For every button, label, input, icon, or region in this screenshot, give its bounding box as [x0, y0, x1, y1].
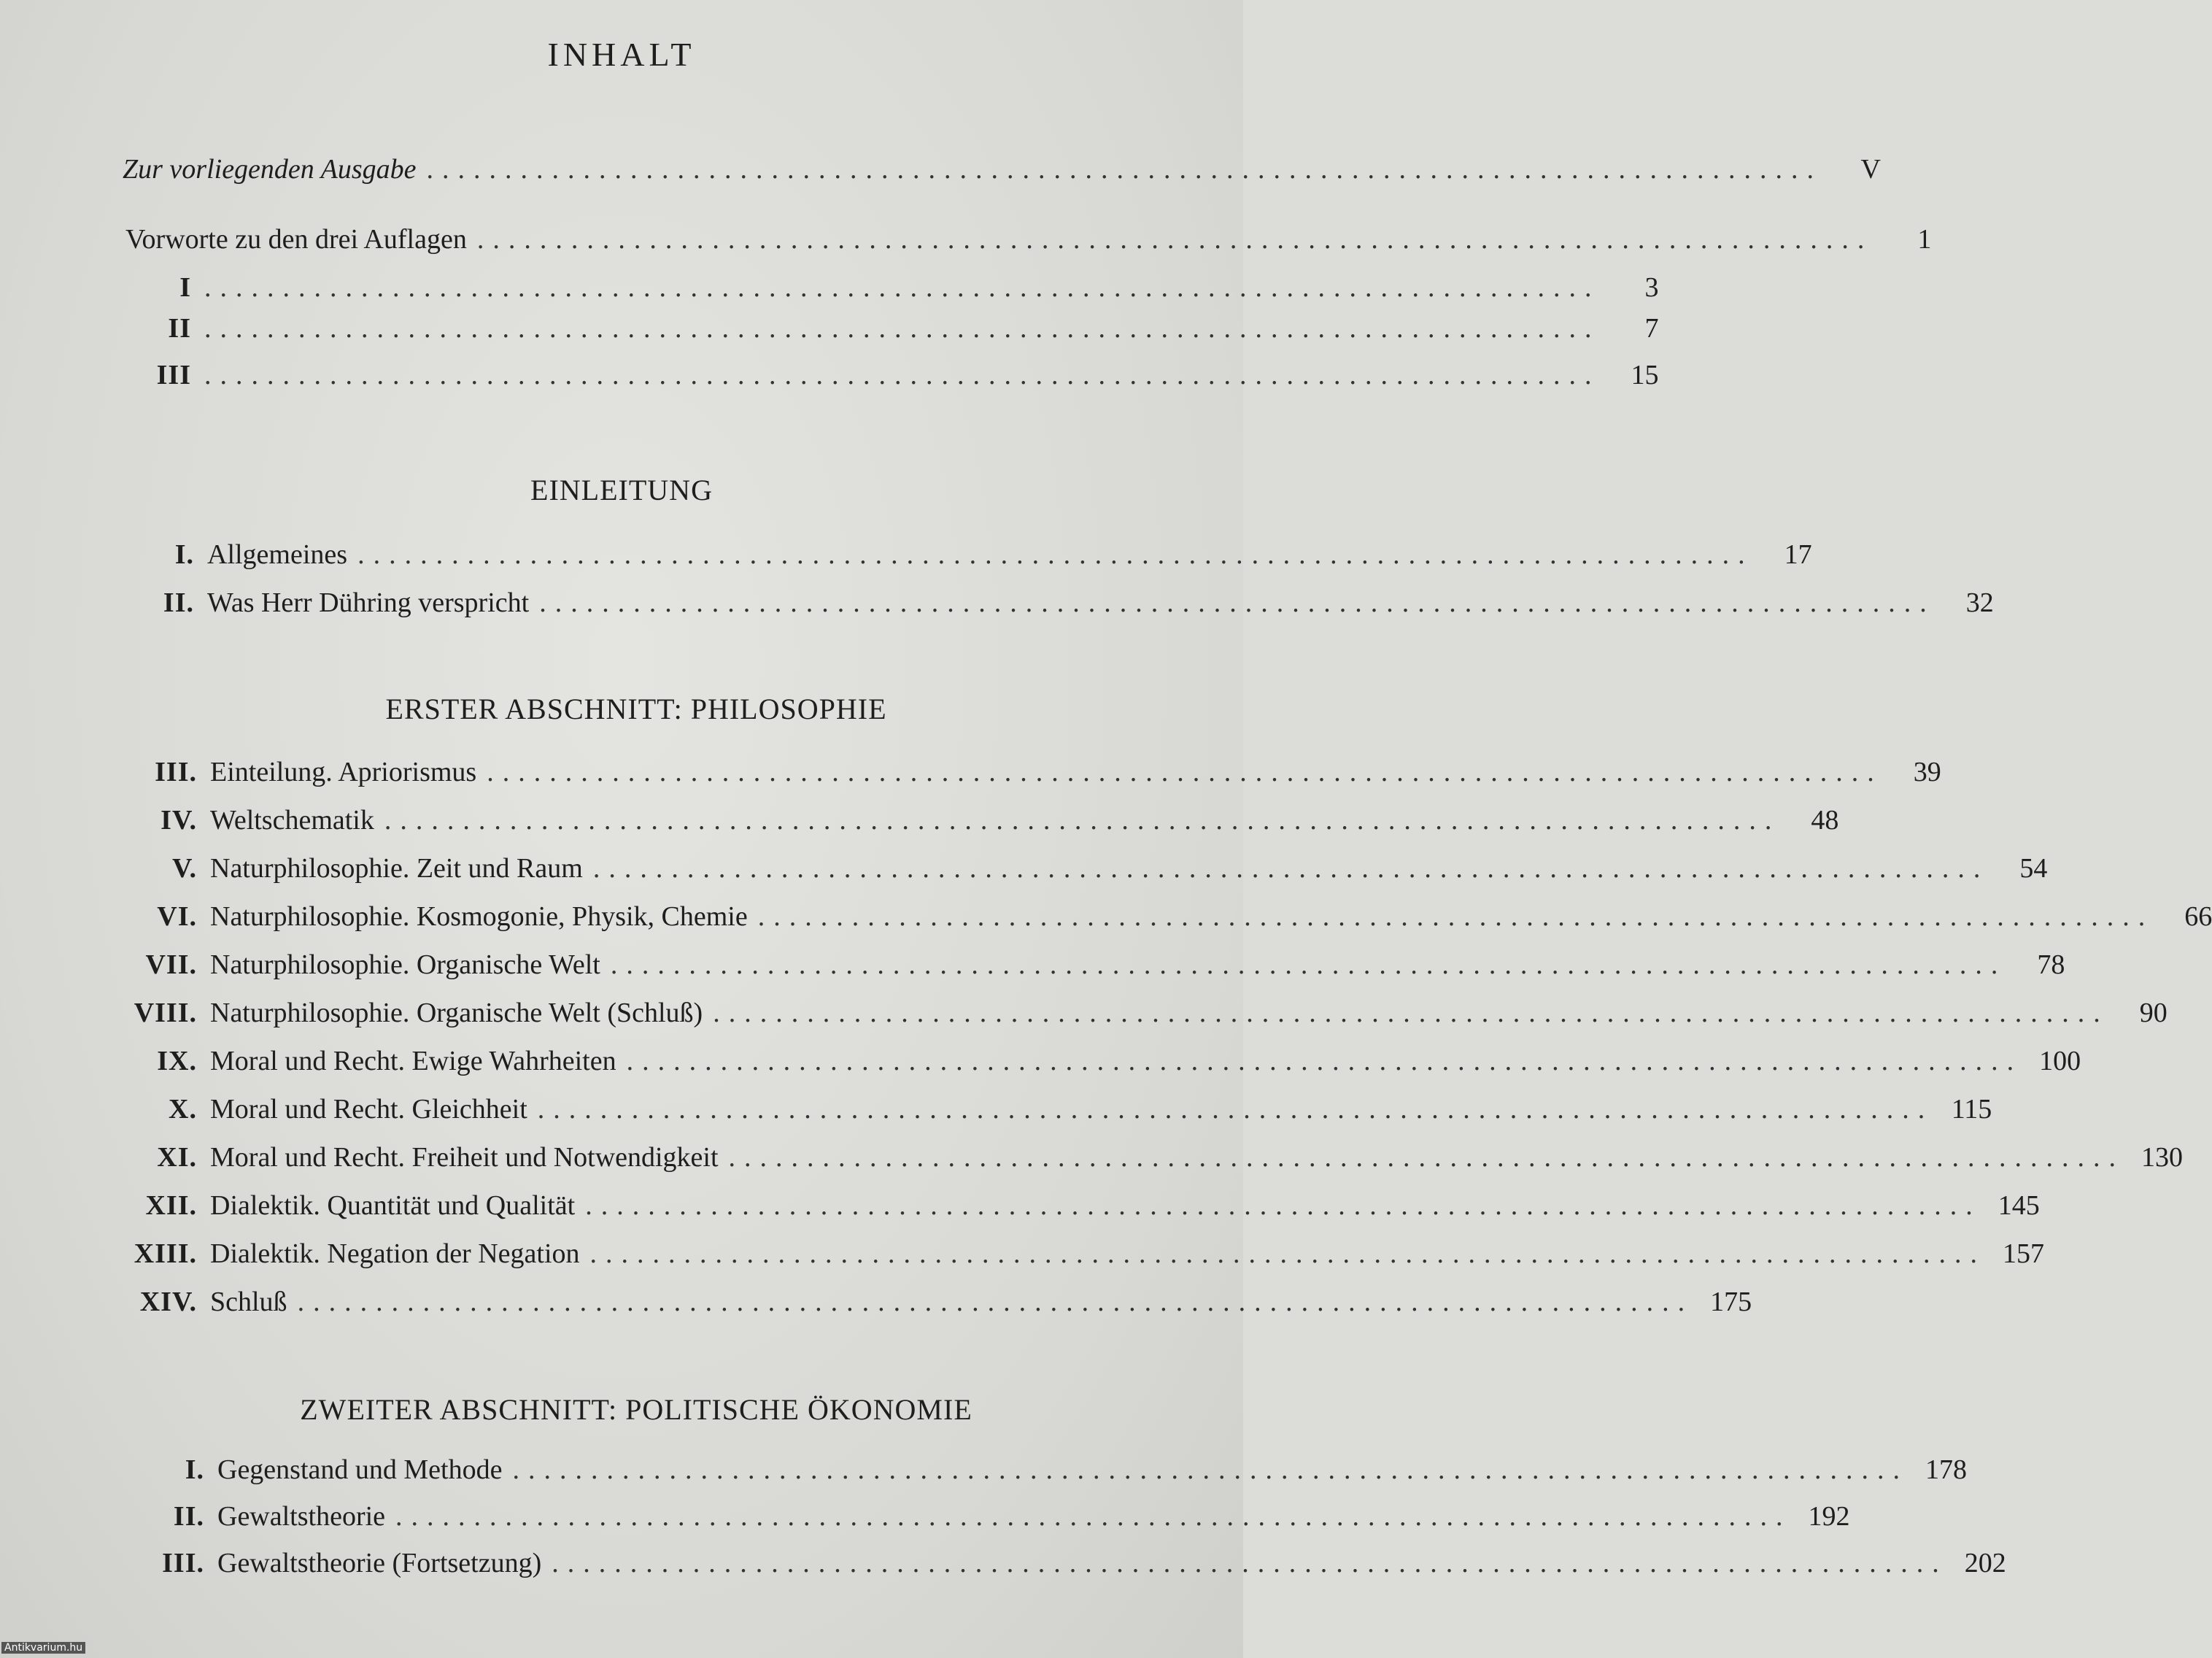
toc-entry-page: 17	[1784, 539, 1812, 570]
toc-entry	[125, 312, 1659, 349]
toc-entry-number: XIII.	[134, 1238, 197, 1269]
toc-entry-title: Gewaltstheorie	[217, 1501, 386, 1532]
toc-entry-title: Moral und Recht. Freiheit und Notwendigkeit	[210, 1142, 719, 1173]
toc-entry-number: I.	[174, 539, 194, 570]
toc-entry-number: III.	[162, 1548, 204, 1578]
toc-entry-page: 7	[1644, 313, 1659, 344]
toc-entry	[124, 1547, 2006, 1584]
toc-entry	[124, 1454, 1967, 1490]
toc-entry-number: I.	[185, 1454, 204, 1485]
leader-dots: .........................................................................................	[476, 224, 1873, 255]
toc-entry-number: V.	[171, 853, 197, 884]
toc-entry-title: Moral und Recht. Ewige Wahrheiten	[210, 1046, 616, 1076]
leader-dots: .........................................................................................	[552, 1548, 1948, 1578]
leader-dots: .........................................................................................	[487, 757, 1883, 787]
toc-entry-page: 192	[1808, 1501, 1850, 1532]
leader-dots: .........................................................................................	[757, 901, 2154, 932]
toc-entry	[117, 804, 1839, 841]
leader-dots: .........................................................................................	[713, 998, 2109, 1028]
toc-entry-page: 115	[1951, 1094, 1992, 1125]
toc-entry-number: XI.	[157, 1142, 197, 1173]
toc-entry-page: 1	[1917, 224, 1932, 255]
toc-entry-number: III.	[155, 757, 197, 787]
toc-entry-title: Naturphilosophie. Organische Welt	[210, 949, 600, 980]
toc-entry	[124, 539, 1812, 575]
toc-entry	[117, 1189, 2040, 1226]
toc-entry	[117, 949, 2065, 985]
section-heading: EINLEITUNG	[530, 474, 713, 506]
toc-entry-title: Einteilung. Apriorismus	[210, 757, 477, 787]
toc-entry-title: Gegenstand und Methode	[217, 1454, 503, 1485]
leader-dots: .........................................................................................	[610, 949, 2007, 980]
leader-dots: .........................................................................................	[204, 313, 1601, 344]
toc-entry-title: Zur vorliegenden Ausgabe	[123, 154, 417, 185]
toc-entry-page: 32	[1965, 587, 1994, 618]
toc-entry-number: VI.	[157, 901, 197, 932]
toc-entry-title: Naturphilosophie. Kosmogonie, Physik, Chemie	[210, 901, 748, 932]
leader-dots: .........................................................................................	[592, 853, 1989, 884]
toc-entry-page: 130	[2141, 1142, 2184, 1173]
toc-entry-title: Schluß	[210, 1287, 287, 1317]
section-heading: ERSTER ABSCHNITT: PHILOSOPHIE	[385, 693, 887, 725]
toc-entry-page: 100	[2039, 1046, 2081, 1076]
toc-entry-title: Dialektik. Quantität und Qualität	[210, 1190, 576, 1221]
leader-dots: .........................................................................................	[204, 272, 1601, 303]
toc-entry-page: 145	[1998, 1190, 2040, 1221]
toc-entry-number: II.	[163, 587, 194, 618]
toc-entry-number: III	[156, 360, 191, 390]
toc-entry	[117, 1141, 2184, 1178]
toc-entry-number: IV.	[161, 805, 197, 836]
toc-entry-page: 48	[1811, 805, 1839, 836]
toc-entry-number: IX.	[157, 1046, 197, 1076]
toc-entry	[124, 587, 1994, 623]
leader-dots: .........................................................................................	[384, 805, 1781, 836]
toc-entry	[117, 756, 1941, 793]
toc-entry-number: VII.	[145, 949, 197, 980]
toc-entry	[125, 223, 1932, 260]
section-heading: ZWEITER ABSCHNITT: POLITISCHE ÖKONOMIE	[300, 1393, 972, 1426]
toc-entry	[124, 1500, 1850, 1537]
toc-entry-page: 66	[2184, 901, 2212, 932]
toc-entry-page: 202	[1964, 1548, 2006, 1578]
leader-dots: .........................................................................................	[539, 587, 1936, 618]
leader-dots: .........................................................................................	[585, 1190, 1981, 1221]
toc-entry	[117, 997, 2167, 1033]
toc-entry-page: 175	[1710, 1287, 1752, 1317]
watermark: Antikvarium.hu	[1, 1642, 85, 1654]
toc-entry	[117, 1045, 2081, 1081]
toc-entry-number: X.	[169, 1094, 197, 1125]
toc-entry-title: Allgemeines	[207, 539, 348, 570]
leader-dots: .........................................................................................	[589, 1238, 1987, 1269]
toc-entry-page: 39	[1913, 757, 1941, 787]
toc-entry-number: XII.	[145, 1190, 197, 1221]
toc-entry-title: Weltschematik	[210, 805, 374, 836]
toc-entry-page: 54	[2019, 853, 2048, 884]
leader-dots: .........................................................................................	[728, 1142, 2125, 1173]
toc-entry	[125, 271, 1659, 308]
toc-entry	[123, 153, 1881, 190]
toc-entry-page: 90	[2139, 998, 2167, 1028]
toc-entry	[117, 901, 2212, 937]
toc-entry-page: 78	[2037, 949, 2065, 980]
toc-entry-title: Vorworte zu den drei Auflagen	[125, 224, 467, 255]
toc-entry-title: Dialektik. Negation der Negation	[210, 1238, 580, 1269]
toc-entry-title: Naturphilosophie. Zeit und Raum	[210, 853, 583, 884]
leader-dots: .........................................................................................	[426, 154, 1822, 185]
leader-dots: .........................................................................................	[204, 360, 1601, 390]
toc-entry	[117, 1093, 1992, 1130]
toc-entry	[117, 852, 2048, 889]
leader-dots: .........................................................................................	[626, 1046, 2023, 1076]
page-title: INHALT	[547, 36, 696, 73]
toc-entry-number: I	[179, 272, 191, 303]
toc-entry-number: II.	[173, 1501, 204, 1532]
toc-entry-number: XIV.	[139, 1287, 197, 1317]
toc-entry-title: Naturphilosophie. Organische Welt (Schluß)	[210, 998, 703, 1028]
toc-entry-page: 3	[1644, 272, 1659, 303]
leader-dots: .........................................................................................	[512, 1454, 1909, 1485]
toc-entry-title: Gewaltstheorie (Fortsetzung)	[217, 1548, 542, 1578]
toc-entry-page: 157	[2003, 1238, 2045, 1269]
leader-dots: .........................................................................................	[395, 1501, 1792, 1532]
toc-entry-number: II	[168, 313, 191, 344]
toc-entry-page: 15	[1631, 360, 1659, 390]
toc-entry	[117, 1238, 2045, 1274]
toc-entry	[125, 359, 1659, 396]
leader-dots: .........................................................................................	[297, 1287, 1694, 1317]
toc-entry-page: V	[1860, 154, 1881, 185]
toc-entry-number: VIII.	[134, 998, 197, 1028]
toc-entry	[117, 1286, 1752, 1322]
toc-entry-title: Moral und Recht. Gleichheit	[210, 1094, 527, 1125]
leader-dots: .........................................................................................	[537, 1094, 1934, 1125]
leader-dots: .........................................................................................	[357, 539, 1754, 570]
toc-entry-title: Was Herr Dühring verspricht	[207, 587, 530, 618]
toc-entry-page: 178	[1925, 1454, 1967, 1485]
